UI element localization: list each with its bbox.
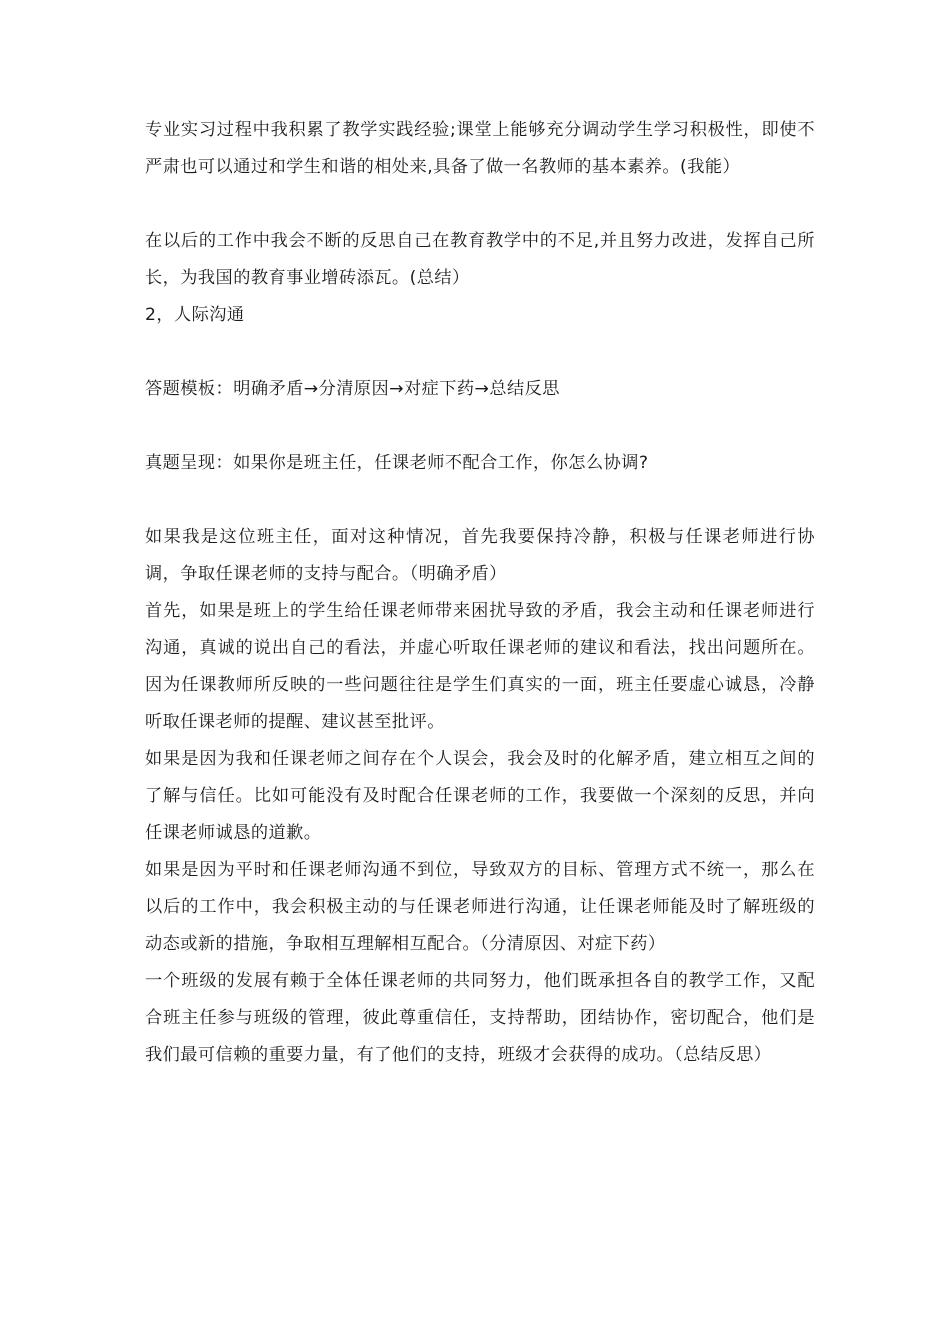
paragraph-future-reflection: 在以后的工作中我会不断的反思自己在教育教学中的不足,并且努力改进，发挥自己所长，为我国的教育事业增砖添瓦。(总结） bbox=[145, 231, 815, 288]
paragraph-spacer bbox=[145, 408, 815, 445]
paragraph-clarify-conflict: 如果我是这位班主任，面对这种情况，首先我要保持冷静，积极与任课老师进行协调，争取任课老师的支持与配合。（明确矛盾） bbox=[145, 527, 815, 584]
paragraph-spacer bbox=[145, 482, 815, 519]
section-heading-interpersonal: 2，人际沟通 bbox=[145, 305, 245, 325]
paragraph-internship-experience: 专业实习过程中我积累了教学实践经验;课堂上能够充分调动学生学习积极性，即使不严肃也可以通过和学生和谐的相处来,具备了做一名教师的基本素养。(我能） bbox=[145, 120, 815, 177]
paragraph-communication-gap: 如果是因为平时和任课老师沟通不到位，导致双方的目标、管理方式不统一，那么在以后的工作中，我会积极主动的与任课老师进行沟通，让任课老师能及时了解班级的动态或新的措施，争取相互理解相互配合。（分清原因、对症下药） bbox=[145, 860, 815, 954]
paragraph-personal-misunderstanding: 如果是因为我和任课老师之间存在个人误会，我会及时的化解矛盾，建立相互之间的了解与信任。比如可能没有及时配合任课老师的工作，我要做一个深刻的反思，并向任课老师诚恳的道歉。 bbox=[145, 749, 815, 843]
paragraph-spacer bbox=[145, 334, 815, 371]
document-page bbox=[145, 112, 815, 1074]
paragraph-summary-reflection: 一个班级的发展有赖于全体任课老师的共同努力，他们既承担各自的教学工作，又配合班主任参与班级的管理，彼此尊重信任，支持帮助，团结协作，密切配合，他们是我们最可信赖的重要力量，有了他们的支持，班级才会获得的成功。（总结反思） bbox=[145, 971, 815, 1065]
paragraph-student-cause: 首先，如果是班上的学生给任课老师带来困扰导致的矛盾，我会主动和任课老师进行沟通，真诚的说出自己的看法，并虚心听取任课老师的建议和看法，找出问题所在。因为任课教师所反映的一些问题往往是学生们真实的一面，班主任要虚心诚恳，冷静听取任课老师的提醒、建议甚至批评。 bbox=[145, 601, 815, 732]
paragraph-exam-question: 真题呈现：如果你是班主任，任课老师不配合工作，你怎么协调? bbox=[145, 453, 649, 473]
paragraph-spacer bbox=[145, 186, 815, 223]
paragraph-answer-template: 答题模板：明确矛盾→分清原因→对症下药→总结反思 bbox=[145, 379, 560, 399]
